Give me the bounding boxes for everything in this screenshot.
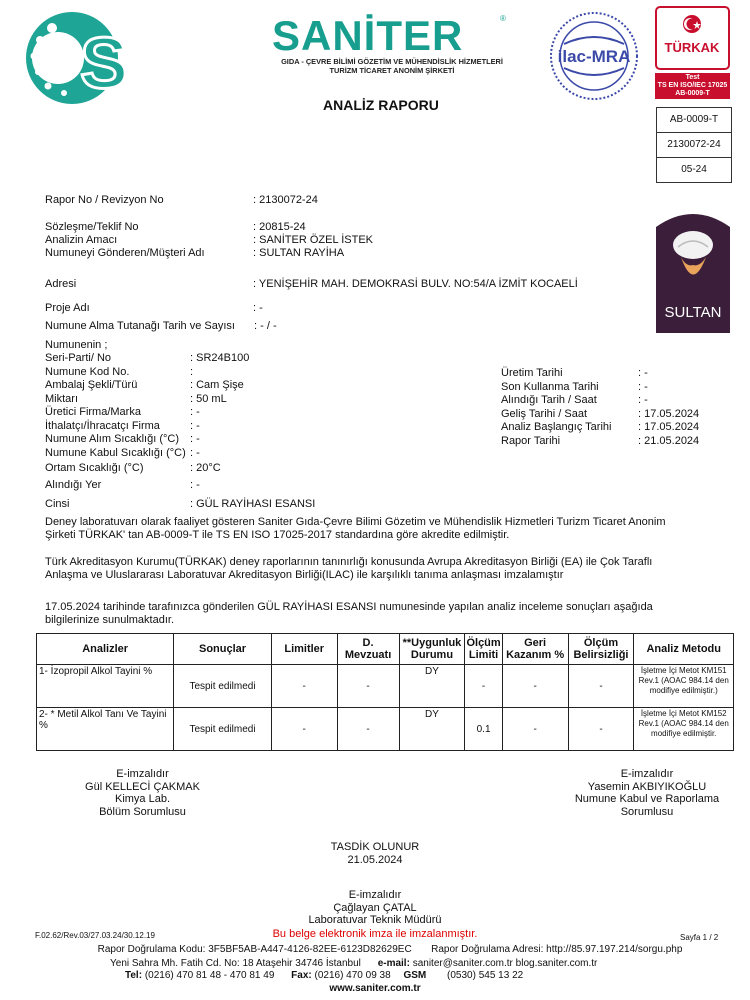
sig-bottom-name: Çağlayan ÇATAL — [333, 901, 417, 914]
page-number: Sayfa 1 / 2 — [680, 933, 719, 942]
date-row-value: : - — [638, 380, 648, 393]
col-analizler: Analizler — [37, 634, 174, 665]
date-row-value: : - — [638, 394, 648, 406]
numune-row-label: Miktarı — [45, 392, 78, 405]
adres-value: : YENİŞEHİR MAH. DEMOKRASİ BULV. NO:54/A İZMİT KOCAELİ — [253, 278, 578, 290]
date-row-label: Üretim Tarihi — [501, 367, 563, 379]
turkak-code: AB-0009-T — [675, 90, 710, 97]
cell-analiz: 2- * Metil Alkol Tanı Ve Tayini % — [37, 708, 174, 751]
date-row — [501, 421, 731, 435]
report-title: ANALİZ RAPORU — [323, 97, 439, 113]
svg-text:S: S — [80, 24, 129, 104]
cell-geri-kazanim: - — [502, 665, 568, 708]
report-number-code: 2130072-24 — [657, 133, 731, 158]
cell-limit: - — [271, 665, 337, 708]
numune-row — [45, 462, 345, 477]
sig-left-name: Gül KELLECİ ÇAKMAK — [85, 780, 200, 793]
saniter-os-logo — [20, 8, 140, 108]
cell-sonuc: Tespit edilmedi — [174, 708, 272, 751]
numune-row — [45, 406, 345, 420]
col-metod: Analiz Metodu — [634, 634, 734, 665]
numune-row-value: : - — [190, 478, 200, 491]
table-header-row — [37, 634, 734, 665]
date-row — [501, 408, 731, 422]
date-row-value: : 17.05.2024 — [638, 407, 700, 420]
sig-bottom-title: Laboratuvar Teknik Müdürü — [308, 914, 442, 926]
sig-right-title: Sorumlusu — [620, 805, 674, 818]
footer-email: saniter@saniter.com.tr blog.saniter.com.tr — [412, 958, 598, 969]
numune-row-value: : GÜL RAYİHASI ESANSI — [190, 497, 316, 510]
numune-row — [45, 420, 345, 434]
turkak-test: Test — [685, 74, 700, 81]
date-row-label: Rapor Tarihi — [501, 434, 561, 447]
contact-line — [125, 970, 645, 981]
tasdik-date: 21.05.2024 — [347, 853, 403, 866]
sultan-emblem — [656, 207, 730, 333]
numune-list — [45, 352, 345, 513]
col-olcum-limiti: Ölçüm Limiti — [465, 634, 502, 665]
proje-label: Proje Adı — [45, 302, 90, 314]
adres-label: Adresi — [45, 278, 77, 290]
cell-metod: İşletme İçi Metot KM152 Rev.1 (AOAC 984.14 den modifiye edilmiştir. — [634, 708, 734, 751]
numune-row — [45, 379, 345, 393]
date-row-label: Geliş Tarihi / Saat — [501, 407, 588, 420]
numune-row — [45, 352, 345, 366]
numune-row-value: : - — [190, 406, 200, 418]
date-row-value: : 21.05.2024 — [638, 434, 700, 447]
gonderen-value: : SULTAN RAYİHA — [253, 247, 345, 259]
amac-label: Analizin Amacı — [45, 234, 118, 246]
numune-row-value: : Cam Şişe — [190, 379, 244, 391]
cell-mevzuat: - — [337, 665, 399, 708]
numune-row-value: : 20°C — [190, 461, 221, 474]
col-belirsizlik: Ölçüm Belirsizliği — [568, 634, 634, 665]
tutanak-value: : - / - — [254, 320, 277, 332]
address-line — [110, 958, 670, 969]
date-row-label: Alındığı Tarih / Saat — [501, 394, 597, 406]
signature-left — [60, 768, 225, 818]
numune-row-value: : - — [190, 446, 200, 459]
numune-row — [45, 433, 345, 447]
date-row-label: Analiz Başlangıç Tarihi — [501, 421, 612, 433]
footer-address: Yeni Sahra Mh. Fatih Cd. No: 18 Ataşehir 34746 İstanbul — [110, 958, 361, 969]
ilac-text: ilac-MRA — [557, 47, 631, 66]
date-row-value: : 17.05.2024 — [638, 421, 700, 433]
numune-row-value: : SR24B100 — [190, 352, 250, 364]
results-table — [36, 633, 734, 751]
sultan-logo — [656, 207, 730, 333]
turkak-standard: TS EN ISO/IEC 17025 — [657, 82, 728, 89]
sig-left-dept: Kimya Lab. — [114, 793, 171, 805]
report-code-box — [656, 107, 732, 183]
month-code: 05-24 — [681, 164, 707, 175]
accreditation-paragraph: Deney laboratuvarı olarak faaliyet gösteren Saniter Gıda-Çevre Bilimi Gözetim ve Mühendislik Hizmetleri Turizm Ticaret Anonim Şirketi TÜRKAK' tan AB-0009-T ile TS EN ISO 17025-2017 standardına göre akredite edilmiştir. — [45, 516, 666, 541]
sig-right-name: Yasemin AKBIYIKOĞLU — [587, 780, 707, 793]
numune-row-label: Ortam Sıcaklığı (°C) — [45, 461, 144, 474]
numune-row — [45, 498, 345, 513]
turkak-text: TÜRKAK — [664, 40, 720, 55]
cell-belirsizlik: - — [568, 665, 634, 708]
cell-sonuc: Tespit edilmedi — [174, 665, 272, 708]
numune-row — [45, 393, 345, 407]
numune-row-value: : — [190, 365, 194, 378]
cell-mevzuat: - — [337, 708, 399, 751]
cell-analiz: 1- İzopropil Alkol Tayini % — [37, 665, 174, 708]
cell-limit: - — [271, 708, 337, 751]
sozlesme-label: Sözleşme/Teklif No — [45, 221, 139, 233]
numune-row — [45, 366, 345, 380]
numune-row-label: Ambalaj Şekli/Türü — [45, 379, 138, 391]
footer-gsm: (0530) 545 13 22 — [447, 970, 524, 981]
footer-fax: (0216) 470 09 38 — [314, 970, 391, 981]
verification-line: Rapor Doğrulama Kodu: 3F5BF5AB-A447-4126-82EE-6123D82629EC Rapor Doğrulama Adresi: http://85.97.197.214/sorgu.php — [97, 944, 683, 955]
date-row — [501, 435, 731, 449]
fax-label: Fax: — [291, 970, 312, 981]
sig-left-title: Bölüm Sorumlusu — [99, 805, 186, 818]
cell-uygunluk: DY — [399, 708, 465, 751]
sultan-text: SULTAN — [664, 304, 722, 321]
registered-mark: ® — [500, 14, 506, 23]
cell-olcum-limiti: - — [465, 665, 502, 708]
numune-row-label: Numune Kabul Sıcaklığı (°C) — [45, 446, 186, 459]
numune-row-label: Üretici Firma/Marka — [45, 406, 141, 418]
tutanak-label: Numune Alma Tutanağı Tarih ve Sayısı — [45, 320, 235, 332]
accreditation-code: AB-0009-T — [657, 108, 731, 133]
turkak-paragraph: Türk Akreditasyon Kurumu(TÜRKAK) deney raporlarının tanınırlığı konusunda Avrupa Akreditasyon Birliği (EA) ile Çok Taraflı Anlaşma ve Uluslararası Laboratuvar Akreditasyon Birliği(ILAC) ile karşılıklı tanıma anlaşması imzalamıştır — [45, 556, 653, 581]
numune-row-value: : - — [190, 419, 200, 432]
signature-right — [562, 768, 732, 818]
date-row-label: Son Kullanma Tarihi — [501, 380, 599, 393]
email-label: e-mail: — [377, 958, 410, 969]
date-row-value: : - — [638, 367, 648, 379]
gsm-label: GSM — [403, 970, 427, 981]
date-row — [501, 367, 731, 381]
numune-header: Numunenin ; — [45, 339, 108, 351]
gonderen-label: Numuneyi Gönderen/Müşteri Adı — [45, 247, 205, 259]
date-row — [501, 381, 731, 395]
turkak-badge — [655, 6, 730, 103]
sig-left-line1: E-imzalıdır — [116, 768, 169, 780]
cell-belirsizlik: - — [568, 708, 634, 751]
form-code: F.02.62/Rev.03/27.03.24/30.12.19 — [35, 931, 155, 940]
intro-paragraph: 17.05.2024 tarihinde tarafınızca gönderilen GÜL RAYİHASI ESANSI numunesinde yapılan analiz inceleme sonuçları aşağıda bilgilerinize sunulmaktadır. — [45, 601, 653, 626]
rapor-no-label: Rapor No / Revizyon No — [45, 194, 164, 206]
table-row — [37, 708, 734, 751]
tasdik-block — [295, 841, 455, 866]
cell-geri-kazanim: - — [502, 708, 568, 751]
sig-bottom-line1: E-imzalıdır — [348, 889, 402, 901]
numune-dates — [501, 367, 731, 448]
numune-row-label: Numune Alım Sıcaklığı (°C) — [45, 433, 179, 445]
numune-row-label: Seri-Parti/ No — [45, 352, 112, 364]
date-row — [501, 394, 731, 408]
rapor-no-value: : 2130072-24 — [253, 194, 318, 206]
numune-row-value: : 50 mL — [190, 392, 227, 405]
sig-right-dept: Numune Kabul ve Raporlama — [574, 793, 720, 805]
numune-row-label: İthalatçı/İhracatçı Firma — [45, 419, 160, 432]
saniter-brand: SANİTER — [272, 12, 464, 59]
col-mevzuat: D. Mevzuatı — [337, 634, 399, 665]
table-row — [37, 665, 734, 708]
sozlesme-value: : 20815-24 — [253, 221, 306, 233]
col-limitler: Limitler — [271, 634, 337, 665]
website-link[interactable]: www.saniter.com.tr — [329, 983, 421, 994]
signature-bottom — [275, 889, 475, 927]
cell-olcum-limiti: 0.1 — [465, 708, 502, 751]
numune-row — [45, 447, 345, 462]
col-geri-kazanim: Geri Kazanım % — [502, 634, 568, 665]
tasdik-label: TASDİK OLUNUR — [330, 841, 420, 853]
proje-value: : - — [253, 302, 263, 314]
sig-right-line1: E-imzalıdır — [620, 768, 674, 780]
footer-tel: (0216) 470 81 48 - 470 81 49 — [144, 970, 275, 981]
numune-row — [45, 479, 345, 494]
numune-row-value: : - — [190, 433, 200, 445]
electronic-signature-notice: Bu belge elektronik imza ile imzalanmıştır. — [272, 928, 478, 940]
numune-row-label: Alındığı Yer — [45, 478, 102, 491]
col-sonuclar: Sonuçlar — [174, 634, 272, 665]
ilac-mra-logo — [548, 10, 640, 102]
amac-value: : SANİTER ÖZEL İSTEK — [253, 234, 374, 246]
cell-metod: İşletme İçi Metot KM151 Rev.1 (AOAC 984.14 den modifiye edilmiştir.) — [634, 665, 734, 708]
cell-uygunluk: DY — [399, 665, 465, 708]
saniter-subtitle: GIDA - ÇEVRE BİLİMİ GÖZETİM VE MÜHENDİSLİK HİZMETLERİ TURİZM TİCARET ANONİM ŞİRKETİ — [281, 57, 503, 75]
turkak-logo — [655, 6, 730, 70]
numune-row-label: Numune Kod No. — [45, 365, 130, 378]
col-uygunluk: **Uygunluk Durumu — [399, 634, 465, 665]
numune-row-label: Cinsi — [45, 497, 70, 510]
tel-label: Tel: — [125, 970, 143, 981]
